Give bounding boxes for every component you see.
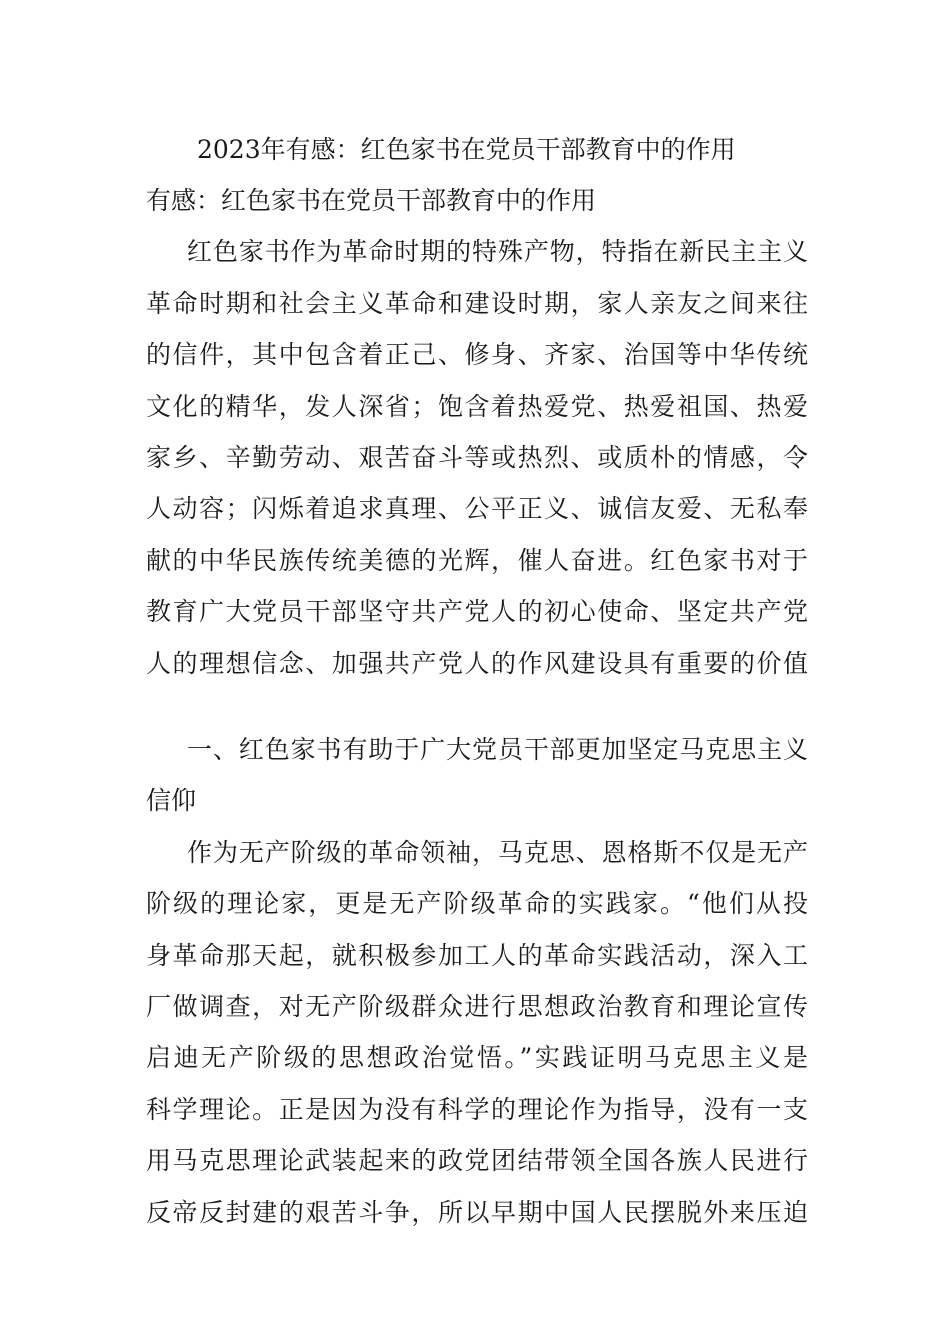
paragraph-line: 身革命那天起，就积极参加工人的革命实践活动，深入工 <box>146 941 808 970</box>
paragraph-line: 的信件，其中包含着正己、修身、齐家、治国等中华传统 <box>146 340 808 369</box>
paragraph-line: 人的理想信念、加强共产党人的作风建设具有重要的价值 <box>146 649 808 678</box>
paragraph-line: 反帝反封建的艰苦斗争，所以早期中国人民摆脱外来压迫 <box>146 1198 808 1227</box>
document-title: 2023年有感：红色家书在党员干部教育中的作用 <box>197 135 736 164</box>
paragraph-line: 家乡、辛勤劳动、艰苦奋斗等或热烈、或质朴的情感，令 <box>146 443 808 472</box>
paragraph-line: 阶级的理论家，更是无产阶级革命的实践家。“他们从投 <box>146 889 808 918</box>
paragraph-line: 人动容；闪烁着追求真理、公平正义、诚信友爱、无私奉 <box>146 494 808 523</box>
paragraph-line: 红色家书作为革命时期的特殊产物，特指在新民主主义 <box>187 237 808 266</box>
section-heading-line: 信仰 <box>146 786 197 815</box>
paragraph-line: 作为无产阶级的革命领袖，马克思、恩格斯不仅是无产 <box>187 838 808 867</box>
paragraph-line: 启迪无产阶级的思想政治觉悟。”实践证明马克思主义是 <box>146 1043 808 1072</box>
paragraph-line: 献的中华民族传统美德的光辉，催人奋进。红色家书对于 <box>146 546 808 575</box>
paragraph-line: 用马克思理论武装起来的政党团结带领全国各族人民进行 <box>146 1146 808 1175</box>
paragraph-line: 革命时期和社会主义革命和建设时期，家人亲友之间来往 <box>146 289 808 318</box>
paragraph-line: 科学理论。正是因为没有科学的理论作为指导，没有一支 <box>146 1095 808 1124</box>
paragraph-line: 厂做调查，对无产阶级群众进行思想政治教育和理论宣传 <box>146 992 808 1021</box>
paragraph-line: 文化的精华，发人深省；饱含着热爱党、热爱祖国、热爱 <box>146 392 808 421</box>
document-subtitle: 有感：红色家书在党员干部教育中的作用 <box>146 186 597 215</box>
paragraph-line: 教育广大党员干部坚守共产党人的初心使命、坚定共产党 <box>146 597 808 626</box>
section-heading-line: 一、红色家书有助于广大党员干部更加坚定马克思主义 <box>187 735 808 764</box>
